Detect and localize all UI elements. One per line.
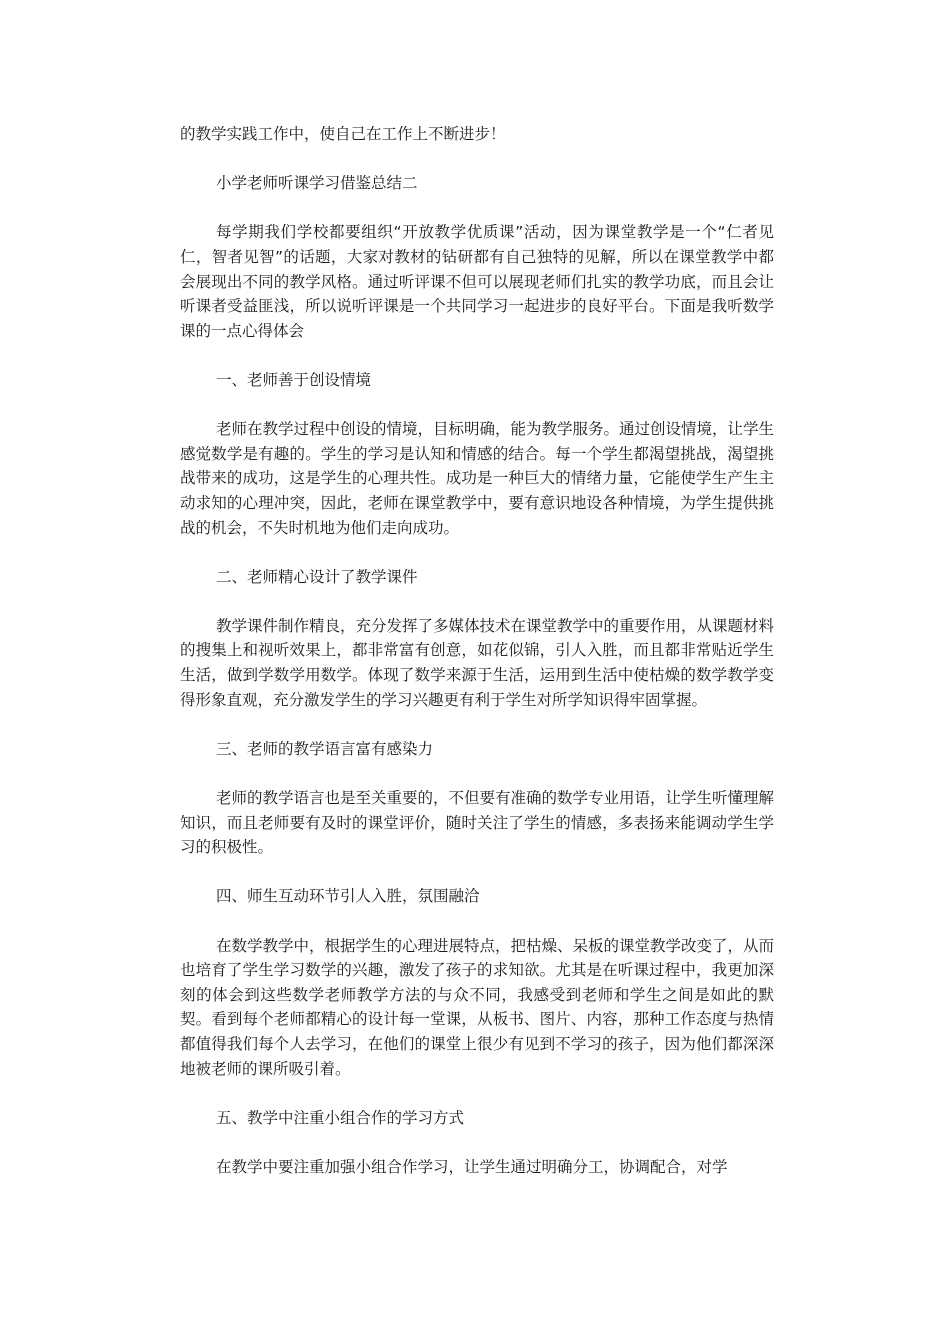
body-paragraph-1: 老师在教学过程中创设的情境，目标明确，能为教学服务。通过创设情境，让学生感觉数学是有趣的。学生的学习是认知和情感的结合。每一个学生都渴望挑战，渴望挑战带来的成功，这是学生的心理共性。成功是一种巨大的情绪力量，它能使学生产生主动求知的心理冲突，因此，老师在课堂教学中，要有意识地设各种情境，为学生提供挑战的机会，不失时机地为他们走向成功。 xyxy=(180,420,775,537)
section-heading-3: 三、老师的教学语言富有感染力 xyxy=(216,739,434,758)
body-paragraph-4: 在数学教学中，根据学生的心理进展特点，把枯燥、呆板的课堂教学改变了，从而也培育了学生学习数学的兴趣，激发了孩子的求知欲。尤其是在听课过程中，我更加深刻的体会到这些数学老师教学方法的与众不同，我感受到老师和学生之间是如此的默契。看到每个老师都精心的设计每一堂课，从板书、图片、内容，那种工作态度与热情都值得我们每个人去学习，在他们的课堂上很少有见到不学习的孩子，因为他们都深深地被老师的课所吸引着。 xyxy=(180,936,775,1078)
body-paragraph-3: 老师的教学语言也是至关重要的，不但要有准确的数学专业用语，让学生听懂理解知识，而且老师要有及时的课堂评价，随时关注了学生的情感，多表扬来能调动学生学习的积极性。 xyxy=(180,789,775,857)
section-heading-4: 四、师生互动环节引人入胜，氛围融洽 xyxy=(216,887,480,906)
body-paragraph-2: 教学课件制作精良，充分发挥了多媒体技术在课堂教学中的重要作用，从课题材料的搜集上和视听效果上，都非常富有创意，如花似锦，引人入胜，而且都非常贴近学生生活，做到学数学用数学。体现了数学来源于生活，运用到生活中使枯燥的数学教学变得形象直观，充分激发学生的学习兴趣更有利于学生对所学知识得牢固掌握。 xyxy=(180,616,775,709)
section-heading-1: 一、老师善于创设情境 xyxy=(216,370,372,389)
section-title: 小学老师听课学习借鉴总结二 xyxy=(216,174,418,193)
body-paragraph-5: 在教学中要注重加强小组合作学习，让学生通过明确分工，协调配合，对学 xyxy=(216,1157,728,1176)
intro-paragraph: 每学期我们学校都要组织“开放教学优质课”活动，因为课堂教学是一个“仁者见仁，智者见智”的话题，大家对教材的钻研都有自己独特的见解，所以在课堂教学中都会展现出不同的教学风格。通过听评课不但可以展现老师们扎实的教学功底，而且会让听课者受益匪浅，所以说听评课是一个共同学习一起进步的良好平台。下面是我听数学课的一点心得体会 xyxy=(180,223,774,340)
section-heading-5: 五、教学中注重小组合作的学习方式 xyxy=(216,1108,465,1127)
section-heading-2: 二、老师精心设计了教学课件 xyxy=(216,567,418,586)
document-body xyxy=(180,122,774,1204)
continuation-paragraph: 的教学实践工作中，使自己在工作上不断进步！ xyxy=(180,125,506,143)
